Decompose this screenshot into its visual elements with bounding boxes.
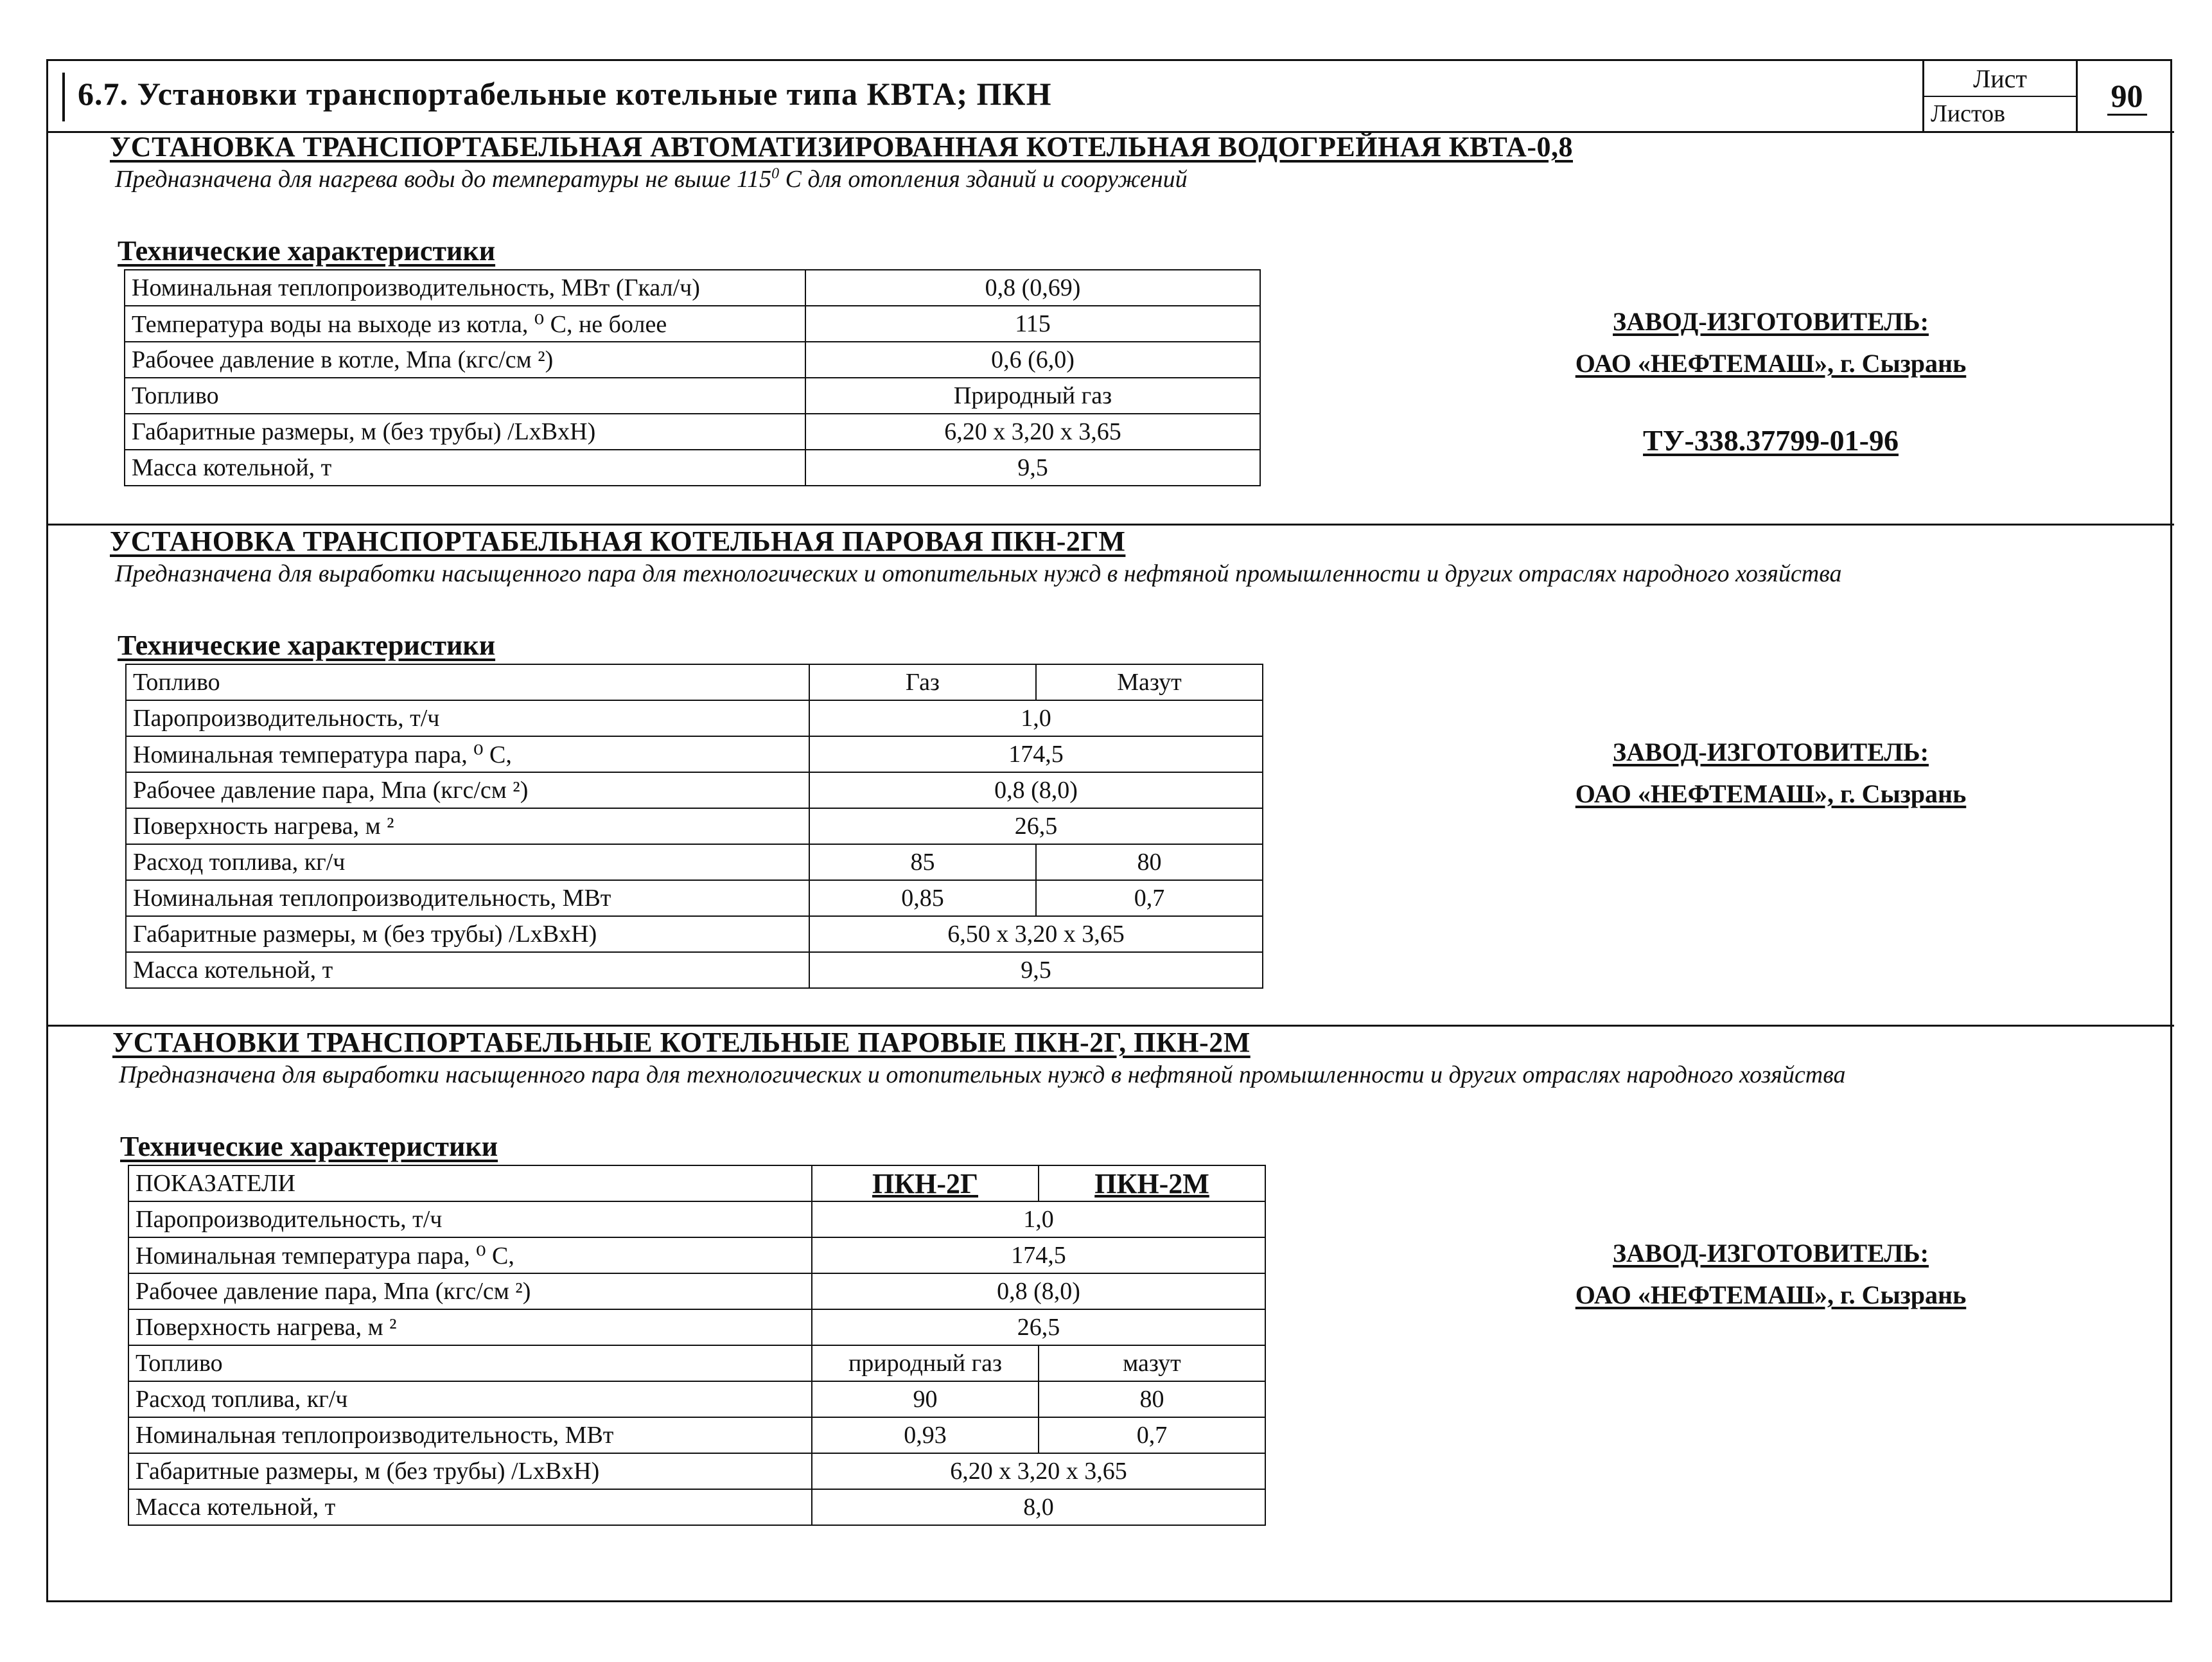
spec-value: 9,5 — [805, 450, 1260, 486]
spec-header-label: ПОКАЗАТЕЛИ — [128, 1165, 812, 1201]
spec-value: 174,5 — [809, 736, 1263, 772]
spec-label: Масса котельной, т — [128, 1489, 812, 1525]
table-row — [128, 1489, 1265, 1525]
spec-label: Топливо — [125, 378, 805, 414]
table-row — [128, 1417, 1265, 1453]
spec-value-1: природный газ — [812, 1345, 1039, 1381]
spec-value: 6,20 х 3,20 х 3,65 — [805, 414, 1260, 450]
table-row — [125, 270, 1260, 306]
spec-value-2: 80 — [1036, 844, 1263, 880]
sheet-number — [2076, 61, 2176, 131]
table-row — [128, 1381, 1265, 1417]
spec-value-1: 90 — [812, 1381, 1039, 1417]
spec-value: 0,8 (8,0) — [812, 1273, 1265, 1309]
section-1-description-post: С для отопления зданий и сооружений — [779, 166, 1188, 193]
table-row — [125, 414, 1260, 450]
section-1-description — [115, 165, 1188, 193]
table-row — [126, 916, 1263, 952]
table-row — [126, 700, 1263, 736]
section-2-tech-heading: Технические характеристики — [118, 630, 496, 661]
spec-value: 1,0 — [809, 700, 1263, 736]
table-row — [125, 378, 1260, 414]
spec-value: 1,0 — [812, 1201, 1265, 1237]
manufacturer-name: ОАО «НЕФТЕМАШ», г. Сызрань — [1575, 779, 1967, 808]
spec-label: Габаритные размеры, м (без трубы) /LxBxH) — [125, 414, 805, 450]
spec-header-col2: Мазут — [1036, 664, 1263, 700]
section-2-spec-table — [125, 664, 1263, 989]
spec-header-col1: ПКН-2Г — [812, 1165, 1039, 1201]
spec-label: Температура воды на выходе из котла, ⁰ С, не более — [125, 306, 805, 342]
table-row — [125, 342, 1260, 378]
spec-label: Поверхность нагрева, м ² — [128, 1309, 812, 1345]
table-row — [126, 952, 1263, 988]
spec-label: Номинальная температура пара, ⁰ С, — [128, 1237, 812, 1273]
manufacturer-label: ЗАВОД-ИЗГОТОВИТЕЛЬ: — [1613, 307, 1929, 336]
section-1-spec-table — [124, 269, 1261, 486]
section-3-spec-table — [128, 1165, 1266, 1526]
section-3-description: Предназначена для выработки насыщенного пара для технологических и отопительных нужд в нефтяной промышленности и других отраслях народного хозяйства — [119, 1061, 1846, 1088]
table-header-row — [126, 664, 1263, 700]
spec-value: 174,5 — [812, 1237, 1265, 1273]
header-bar — [62, 73, 65, 121]
section-1-title: УСТАНОВКА ТРАНСПОРТАБЕЛЬНАЯ АВТОМАТИЗИРОВАННАЯ КОТЕЛЬНАЯ ВОДОГРЕЙНАЯ КВТА-0,8 — [110, 131, 1573, 163]
spec-value: 26,5 — [809, 808, 1263, 844]
spec-label: Рабочее давление пара, Мпа (кгс/см ²) — [126, 772, 809, 808]
spec-label: Номинальная теплопроизводительность, МВт — [128, 1417, 812, 1453]
spec-value: 26,5 — [812, 1309, 1265, 1345]
spec-value-1: 0,85 — [809, 880, 1036, 916]
spec-value: 0,8 (0,69) — [805, 270, 1260, 306]
spec-label: Масса котельной, т — [125, 450, 805, 486]
spec-value: 115 — [805, 306, 1260, 342]
spec-value-2: 0,7 — [1036, 880, 1263, 916]
section-1-tech-heading: Технические характеристики — [118, 235, 496, 267]
manufacturer-name: ОАО «НЕФТЕМАШ», г. Сызрань — [1575, 349, 1967, 378]
spec-label: Паропроизводительность, т/ч — [126, 700, 809, 736]
spec-label: Паропроизводительность, т/ч — [128, 1201, 812, 1237]
spec-label: Рабочее давление в котле, Мпа (кгс/см ²) — [125, 342, 805, 378]
section-3-manufacturer — [1482, 1238, 2060, 1322]
table-row — [126, 772, 1263, 808]
spec-value-1: 85 — [809, 844, 1036, 880]
spec-label: Расход топлива, кг/ч — [126, 844, 809, 880]
spec-label: Поверхность нагрева, м ² — [126, 808, 809, 844]
tu-number: ТУ-338.37799-01-96 — [1643, 424, 1899, 457]
section-1-description-pre: Предназначена для нагрева воды до температуры не выше 115 — [115, 166, 772, 193]
page-frame — [46, 59, 2172, 1602]
spec-label: Габаритные размеры, м (без трубы) /LxBxH) — [126, 916, 809, 952]
spec-label: Топливо — [128, 1345, 812, 1381]
spec-value: 9,5 — [809, 952, 1263, 988]
section-1-description-sup: 0 — [771, 165, 780, 182]
spec-value-2: 0,7 — [1039, 1417, 1265, 1453]
spec-value: 8,0 — [812, 1489, 1265, 1525]
table-row — [125, 450, 1260, 486]
spec-label: Номинальная температура пара, ⁰ С, — [126, 736, 809, 772]
sheet-number-value: 90 — [2107, 78, 2147, 116]
section-2-description: Предназначена для выработки насыщенного пара для технологических и отопительных нужд в нефтяной промышленности и других отраслях народного хозяйства — [115, 560, 1842, 587]
spec-value-1: 0,93 — [812, 1417, 1039, 1453]
table-row — [128, 1309, 1265, 1345]
manufacturer-label: ЗАВОД-ИЗГОТОВИТЕЛЬ: — [1613, 738, 1929, 766]
spec-value: 0,8 (8,0) — [809, 772, 1263, 808]
manufacturer-name: ОАО «НЕФТЕМАШ», г. Сызрань — [1575, 1280, 1967, 1309]
table-row — [126, 880, 1263, 916]
table-header-row — [128, 1165, 1265, 1201]
spec-value-2: мазут — [1039, 1345, 1265, 1381]
spec-label: Масса котельной, т — [126, 952, 809, 988]
sheet-box — [1922, 61, 2174, 133]
table-row — [125, 306, 1260, 342]
sheets-label: Листов — [1931, 100, 2006, 127]
spec-value: Природный газ — [805, 378, 1260, 414]
table-row — [128, 1345, 1265, 1381]
table-row — [126, 808, 1263, 844]
spec-value: 0,6 (6,0) — [805, 342, 1260, 378]
spec-label: Расход топлива, кг/ч — [128, 1381, 812, 1417]
table-row — [128, 1237, 1265, 1273]
table-row — [128, 1201, 1265, 1237]
spec-header-col1: Газ — [809, 664, 1036, 700]
spec-header-label: Топливо — [126, 664, 809, 700]
spec-label: Рабочее давление пара, Мпа (кгс/см ²) — [128, 1273, 812, 1309]
spec-header-col2: ПКН-2М — [1039, 1165, 1265, 1201]
manufacturer-label: ЗАВОД-ИЗГОТОВИТЕЛЬ: — [1613, 1239, 1929, 1268]
section-2-title: УСТАНОВКА ТРАНСПОРТАБЕЛЬНАЯ КОТЕЛЬНАЯ ПАРОВАЯ ПКН-2ГМ — [110, 526, 1126, 557]
table-row — [128, 1453, 1265, 1489]
table-row — [126, 736, 1263, 772]
section-2-manufacturer — [1482, 737, 2060, 820]
spec-label: Номинальная теплопроизводительность, МВт (Гкал/ч) — [125, 270, 805, 306]
page-title: 6.7. Установки транспортабельные котельные типа КВТА; ПКН — [78, 76, 1052, 112]
spec-value-2: 80 — [1039, 1381, 1265, 1417]
table-row — [126, 844, 1263, 880]
section-3-tech-heading: Технические характеристики — [120, 1131, 498, 1162]
spec-label: Габаритные размеры, м (без трубы) /LxBxH) — [128, 1453, 812, 1489]
section-1-manufacturer — [1482, 306, 2060, 469]
spec-value: 6,20 х 3,20 х 3,65 — [812, 1453, 1265, 1489]
page-header — [48, 61, 2174, 133]
section-3-title: УСТАНОВКИ ТРАНСПОРТАБЕЛЬНЫЕ КОТЕЛЬНЫЕ ПАРОВЫЕ ПКН-2Г, ПКН-2М — [112, 1027, 1251, 1058]
sheet-label: Лист — [1924, 61, 2076, 97]
spec-value: 6,50 х 3,20 х 3,65 — [809, 916, 1263, 952]
table-row — [128, 1273, 1265, 1309]
spec-label: Номинальная теплопроизводительность, МВт — [126, 880, 809, 916]
